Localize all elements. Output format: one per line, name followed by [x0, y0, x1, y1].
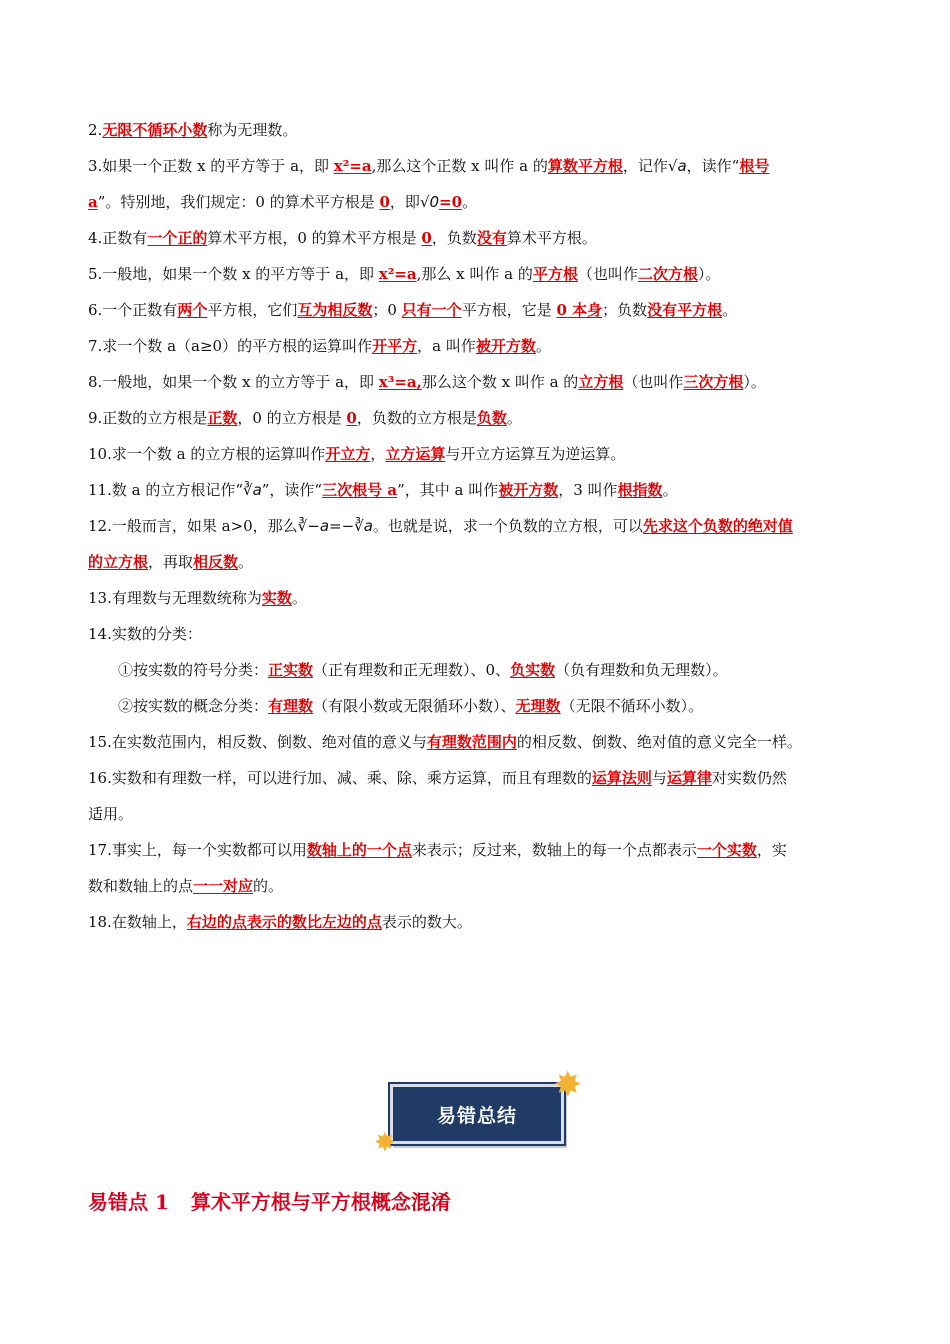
keyword: x³=a, — [378, 373, 422, 391]
keyword: 开平方 — [372, 337, 418, 355]
keyword: 立方运算 — [385, 445, 446, 463]
keyword: 右边的点表示的数比左边的点 — [186, 913, 382, 931]
keyword: 相反数 — [193, 553, 239, 571]
keyword: 正实数 — [268, 661, 314, 679]
item-12-cont: 的立方根，再取相反数。 — [88, 553, 254, 571]
keyword: 立方根 — [578, 373, 624, 391]
keyword: x²=a — [333, 157, 372, 175]
radical-expression: ∛a — [354, 517, 373, 535]
item-16: 16.实数和有理数一样，可以进行加、减、乘、除、乘方运算，而且有理数的运算法则与运算律对实数仍然 — [88, 769, 787, 787]
keyword: 互为相反数 — [297, 301, 373, 319]
banner-label: 易错总结 — [436, 1104, 517, 1127]
keyword: 根指数 — [617, 481, 663, 499]
item-11: 11.数 a 的立方根记作“∛a”，读作“三次根号 a”，其中 a 叫作被开方数，3 叫作根指数。 — [88, 481, 678, 499]
keyword: 数轴上的一个点 — [306, 841, 412, 859]
keyword: 平方根 — [532, 265, 578, 283]
item-3-cont: a”。特别地，我们规定：0 的算术平方根是 0，即√0=0。 — [88, 193, 478, 211]
radical-expression: ∛a — [243, 481, 262, 499]
keyword: 一个正的 — [147, 229, 208, 247]
item-3: 3.如果一个正数 x 的平方等于 a，即 x²=a,那么这个正数 x 叫作 a 的算数平方根，记作√a，读作“根号 — [88, 157, 770, 175]
keyword: 负实数 — [510, 661, 556, 679]
keyword: 0 — [379, 193, 390, 211]
item-4: 4.正数有一个正的算术平方根，0 的算术平方根是 0，负数没有算术平方根。 — [88, 229, 597, 247]
keyword: 正数 — [207, 409, 238, 427]
heading-number: 易错点 1 — [88, 1190, 169, 1214]
item-10: 10.求一个数 a 的立方根的运算叫作开立方，立方运算与开立方运算互为逆运算。 — [88, 445, 626, 463]
item-9: 9.正数的立方根是正数，0 的立方根是 0，负数的立方根是负数。 — [88, 409, 522, 427]
item-14-sign: ①按实数的符号分类：正实数（正有理数和正无理数）、0、负实数（负有理数和负无理数）。 — [118, 661, 728, 679]
radical-expression: √a — [667, 157, 687, 175]
item-2: 2.无限不循环小数称为无理数。 — [88, 121, 298, 139]
knowledge-list — [88, 112, 868, 940]
item-16-cont: 适用。 — [88, 805, 134, 823]
keyword: 根号 — [739, 157, 770, 175]
keyword: 有理数范围内 — [426, 733, 517, 751]
keyword: 三次根号 a — [322, 481, 398, 499]
keyword: 0 — [421, 229, 432, 247]
item-6: 6.一个正数有两个平方根，它们互为相反数；0 只有一个平方根，它是 0 本身；负数没有平方根。 — [88, 301, 738, 319]
keyword: 一个实数 — [696, 841, 757, 859]
summary-banner — [372, 1065, 582, 1158]
keyword: 被开方数 — [498, 481, 559, 499]
star-icon: ✸ — [374, 1128, 396, 1158]
banner-box — [390, 1084, 564, 1144]
item-8: 8.一般地，如果一个数 x 的立方等于 a，即 x³=a,那么这个数 x 叫作 a 的立方根（也叫作三次方根）。 — [88, 373, 766, 391]
item-18: 18.在数轴上，右边的点表示的数比左边的点表示的数大。 — [88, 913, 472, 931]
keyword: 没有 — [476, 229, 507, 247]
keyword: 无理数 — [515, 697, 561, 715]
keyword: 被开方数 — [475, 337, 536, 355]
item-5: 5.一般地，如果一个数 x 的平方等于 a，即 x²=a,那么 x 叫作 a 的平方根（也叫作二次方根）。 — [88, 265, 721, 283]
keyword: 先求这个负数的绝对值 — [642, 517, 793, 535]
section-heading — [88, 1186, 451, 1215]
keyword: 只有一个 — [401, 301, 462, 319]
item-7: 7.求一个数 a（a≥0）的平方根的运算叫作开平方，a 叫作被开方数。 — [88, 337, 551, 355]
keyword: 没有平方根 — [647, 301, 723, 319]
keyword: 开立方 — [325, 445, 371, 463]
keyword: 0 — [346, 409, 357, 427]
item-15: 15.在实数范围内，相反数、倒数、绝对值的意义与有理数范围内的相反数、倒数、绝对值的意义完全一样。 — [88, 733, 802, 751]
keyword: a — [88, 193, 98, 211]
heading-title: 算术平方根与平方根概念混淆 — [190, 1190, 451, 1214]
keyword: x²=a — [378, 265, 417, 283]
keyword: =0 — [439, 193, 463, 211]
star-icon: ✸ — [553, 1065, 582, 1105]
item-17: 17.事实上，每一个实数都可以用数轴上的一个点来表示；反过来，数轴上的每一个点都表示一个实数，实 — [88, 841, 787, 859]
radical-expression: ∛−a — [297, 517, 330, 535]
keyword: 二次方根 — [637, 265, 698, 283]
item-17-cont: 数和数轴上的点一一对应的。 — [88, 877, 284, 895]
keyword: 0 本身 — [556, 301, 603, 319]
item-12: 12.一般而言，如果 a>0，那么∛−a=−∛a。也就是说，求一个负数的立方根，可以先求这个负数的绝对值 — [88, 517, 793, 535]
keyword: 有理数 — [268, 697, 314, 715]
keyword: 算数平方根 — [547, 157, 623, 175]
keyword: 运算律 — [666, 769, 712, 787]
keyword: 运算法则 — [591, 769, 652, 787]
keyword: 的立方根 — [88, 553, 149, 571]
keyword: 三次方根 — [683, 373, 744, 391]
item-14: 14.实数的分类： — [88, 625, 202, 643]
keyword: 无限不循环小数 — [102, 121, 208, 139]
keyword: 实数 — [261, 589, 292, 607]
item-13: 13.有理数与无理数统称为实数。 — [88, 589, 307, 607]
item-14-concept: ②按实数的概念分类：有理数（有限小数或无限循环小数）、无理数（无限不循环小数）。 — [118, 697, 704, 715]
keyword: 一一对应 — [193, 877, 254, 895]
keyword: 负数 — [476, 409, 507, 427]
radical-expression: √0 — [419, 193, 440, 211]
keyword: 两个 — [177, 301, 208, 319]
